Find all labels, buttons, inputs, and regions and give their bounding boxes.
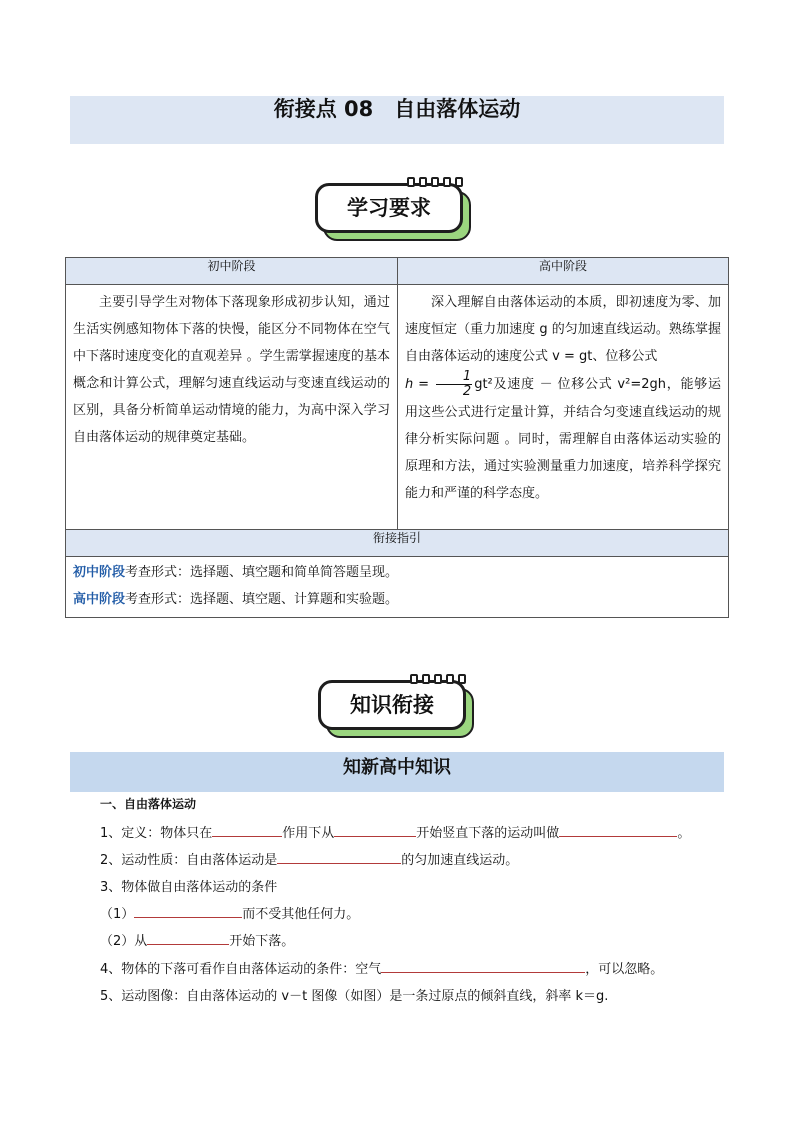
guide-line-junior: 初中阶段考查形式：选择题、填空题和简单简答题呈现。 [73, 565, 399, 580]
senior-text-a: 深入理解自由落体运动的本质，即初速度为零、加速度恒定（重力加速度 g 的匀加速直线运动。熟练掌握自由落体运动的速度公式 v = gt、位移公式 [405, 295, 721, 364]
requirements-table [65, 257, 729, 618]
formula-lhs: h = [405, 377, 430, 392]
notebook-rings-icon [407, 177, 463, 187]
blank-field[interactable] [277, 850, 401, 864]
section-heading: 一、自由落体运动 [100, 797, 197, 811]
definition-line: 1、定义：物体只在 作用下从 开始竖直下落的运动叫做 。 [100, 822, 690, 841]
title-bar [70, 96, 724, 144]
badge-label: 学习要求 [315, 183, 463, 233]
section-title: 知新高中知识 [70, 752, 724, 792]
blank-field[interactable] [134, 904, 242, 918]
blank-field[interactable] [212, 823, 282, 837]
junior-text: 主要引导学生对物体下落现象形成初步认知，通过生活实例感知物体下落的快慢，能区分不同物体在空气中下落时速度变化的直观差异 。学生需掌握速度的基本概念和计算公式，理解匀速直线运动与变速直线运动的区别，具备分析简单运动情境的能力，为高中深入学习自由落体运动的规律奠定基础。 [73, 295, 390, 445]
blank-field[interactable] [147, 931, 229, 945]
guide-label-junior: 初中阶段 [73, 565, 126, 580]
guide-line-senior: 高中阶段考查形式：选择题、填空题、计算题和实验题。 [73, 592, 399, 607]
col-header-junior: 初中阶段 [66, 258, 398, 285]
conditions-line: 3、物体做自由落体运动的条件 [100, 880, 278, 895]
formula-rhs: gt² [474, 377, 493, 392]
condition-2-line: （2）从 开始下落。 [100, 930, 294, 949]
senior-text-b: 及速度 － 位移公式 v²=2gh，能够运用这些公式进行定量计算，并结合匀变速直线运动的规律分析实际问题 。同时，需理解自由落体运动实验的原理和方法，通过实验测量重力加速度，培养科学探究能力和严谨的科学态度。 [405, 377, 721, 501]
approximation-line: 4、物体的下落可看作自由落体运动的条件：空气 ，可以忽略。 [100, 958, 663, 977]
guide-header: 衔接指引 [66, 530, 729, 557]
badge-knowledge-link [318, 680, 474, 732]
notebook-rings-icon [410, 674, 466, 684]
blank-field[interactable] [559, 823, 677, 837]
senior-requirements [398, 285, 729, 530]
property-line: 2、运动性质：自由落体运动是 的匀加速直线运动。 [100, 849, 518, 868]
blank-field[interactable] [334, 823, 416, 837]
guide-label-senior: 高中阶段 [73, 592, 126, 607]
guide-body [66, 557, 729, 618]
badge-label: 知识衔接 [318, 680, 466, 730]
junior-requirements [66, 285, 398, 530]
formula-fraction: $\frac{1}{2}$ [436, 370, 472, 399]
blank-field[interactable] [381, 959, 585, 973]
graph-line: 5、运动图像：自由落体运动的 v－t 图像（如图）是一条过原点的倾斜直线，斜率 k＝g. [100, 989, 609, 1004]
col-header-senior: 高中阶段 [398, 258, 729, 285]
condition-1-line: （1） 而不受其他任何力。 [100, 903, 359, 922]
page-title: 衔接点 08 自由落体运动 [273, 97, 521, 121]
badge-learning-requirements [315, 183, 471, 235]
